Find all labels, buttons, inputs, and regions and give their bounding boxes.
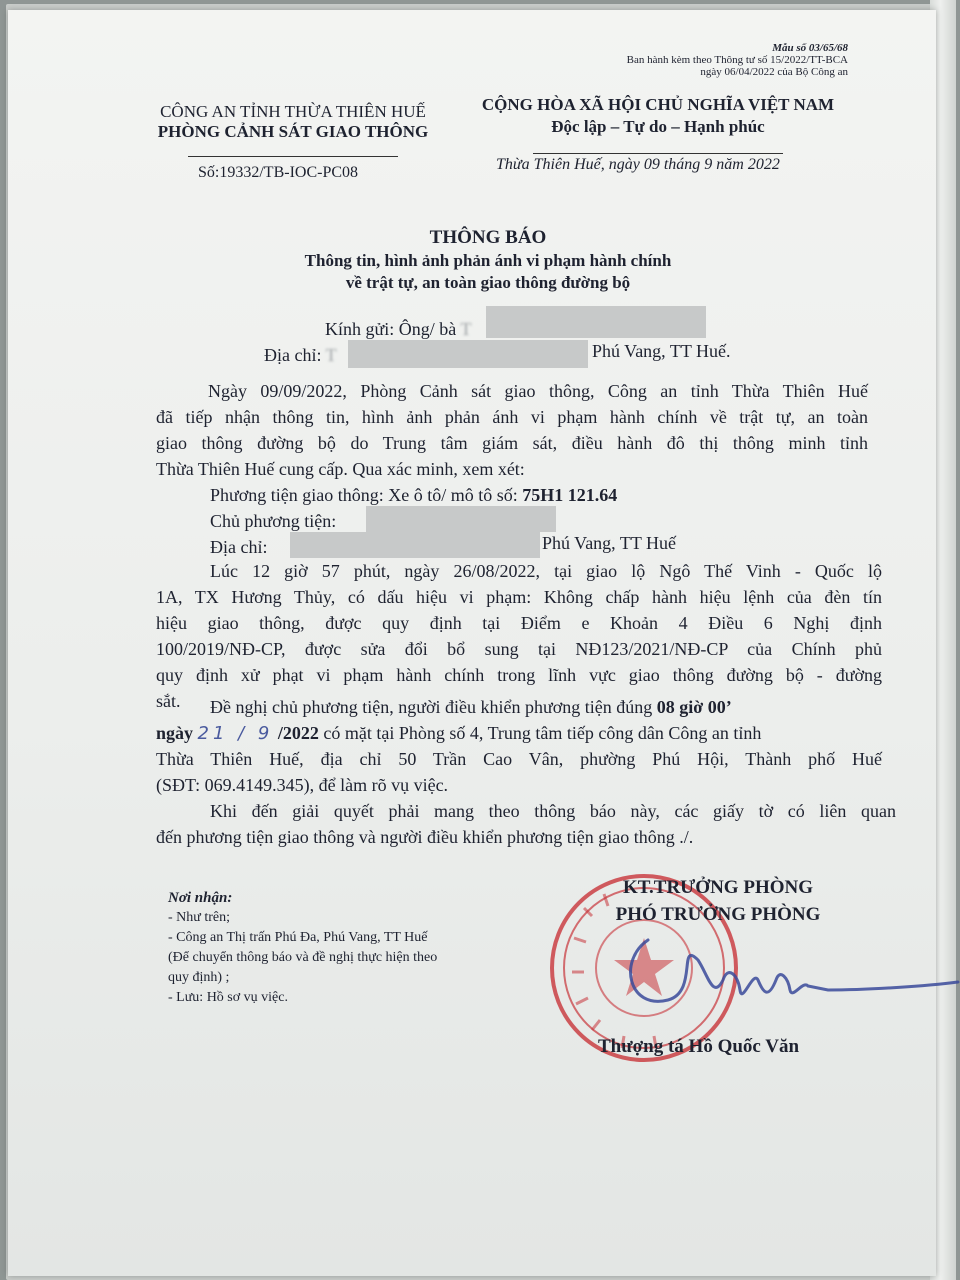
recipient-item: (Để chuyển thông báo và đề nghị thực hiện theo — [168, 950, 438, 965]
form-issued-line2: ngày 06/04/2022 của Bộ Công an — [700, 66, 848, 78]
para3-day-label: ngày — [156, 723, 194, 743]
signer-name: Thượng tá Hồ Quốc Văn — [598, 1036, 800, 1057]
recipient-item: - Công an Thị trấn Phú Đa, Phú Vang, TT Huế — [168, 930, 428, 945]
owner-address-label: Địa chỉ: — [210, 537, 268, 557]
title-main: THÔNG BÁO — [429, 227, 547, 248]
addressee-address-label: Địa chỉ: — [264, 345, 322, 365]
redacted-owner-address — [290, 532, 540, 558]
signature-title2: PHÓ TRƯỞNG PHÒNG — [615, 904, 821, 925]
para2-line3: hiệu giao thông, được quy định tại Điểm e Khoản 4 Điều 6 Nghị định — [156, 613, 882, 633]
para2-line5: quy định xử phạt vi phạm hành chính trong lĩnh vực giao thông đường bộ - đường — [156, 665, 882, 685]
vehicle-label: Phương tiện giao thông: Xe ô tô/ mô tô số: — [210, 485, 518, 505]
para3-line4: (SĐT: 069.4149.345), để làm rõ vụ việc. — [156, 775, 449, 795]
title-sub2: về trật tự, an toàn giao thông đường bộ — [345, 273, 631, 292]
para3-line2-tail: có mặt tại Phòng số 4, Trung tâm tiếp công dân Công an tỉnh — [323, 723, 762, 743]
para3-line2 — [156, 720, 761, 747]
issuing-agency — [128, 102, 458, 162]
document-title — [248, 226, 728, 294]
para4-line1: Khi đến giải quyết phải mang theo thông báo này, các giấy tờ có liên quan — [210, 801, 896, 821]
form-issued-line1: Ban hành kèm theo Thông tư số 15/2022/TT-BCA — [626, 54, 848, 66]
para1-line3: giao thông đường bộ do Trung tâm giám sát, điều hành đô thị thông minh tỉnh — [156, 433, 868, 453]
recipients-heading: Nơi nhận: — [168, 890, 233, 906]
agency-line1: CÔNG AN TỈNH THỪA THIÊN HUẾ — [160, 102, 426, 121]
addressee-to-label: Kính gửi: Ông/ bà — [325, 319, 457, 339]
form-header — [578, 42, 848, 78]
para2-line2: 1A, TX Hương Thủy, có dấu hiệu vi phạm: Không chấp hành hiệu lệnh của đèn tín — [156, 587, 882, 607]
addressee-address — [264, 342, 337, 368]
para4-line2: đến phương tiện giao thông và người điều khiển phương tiện giao thông ./. — [156, 827, 694, 847]
addressee-address-tail: Phú Vang, TT Huế. — [592, 341, 731, 361]
recipient-item: - Lưu: Hồ sơ vụ việc. — [168, 990, 288, 1005]
nation-line1: CỘNG HÒA XÃ HỘI CHỦ NGHĨA VIỆT NAM — [481, 95, 835, 114]
handwritten-signature — [608, 920, 960, 1040]
redacted-owner — [366, 506, 556, 532]
owner-address-tail: Phú Vang, TT Huế — [542, 533, 677, 553]
para2-line6: sắt. — [156, 691, 181, 711]
title-sub1: Thông tin, hình ảnh phản ánh vi phạm hành chính — [304, 251, 672, 270]
signature-title1: KT.TRƯỞNG PHÒNG — [623, 877, 813, 898]
para3-year: /2022 — [277, 723, 319, 743]
vehicle-line — [210, 482, 617, 508]
para2-line4: 100/2019/NĐ-CP, được sửa đổi bổ sung tại NĐ123/2021/NĐ-CP của Chính phủ — [156, 639, 882, 659]
para3-line1 — [210, 694, 732, 720]
vehicle-plate: 75H1 121.64 — [522, 485, 618, 505]
recipient-item: - Như trên; — [168, 910, 231, 925]
redacted-address — [348, 340, 588, 368]
agency-line2: PHÒNG CẢNH SÁT GIAO THÔNG — [157, 122, 429, 141]
nation-line2: Độc lập – Tự do – Hạnh phúc — [551, 117, 765, 136]
addressee-to — [325, 316, 471, 342]
place-date: Thừa Thiên Huế, ngày 09 tháng 9 năm 2022 — [496, 156, 780, 173]
para3-text: Đề nghị chủ phương tiện, người điều khiển phương tiện đúng — [210, 697, 653, 717]
owner-label: Chủ phương tiện: — [210, 511, 337, 531]
motto-underline — [533, 153, 783, 154]
national-motto — [458, 94, 858, 160]
signature-title — [588, 874, 848, 928]
agency-underline — [188, 156, 398, 157]
para3-line3: Thừa Thiên Huế, địa chỉ 50 Trần Cao Vân, phường Phú Hội, Thành phố Huế — [156, 749, 882, 769]
recipients-block — [168, 888, 437, 1008]
para1-line1: Ngày 09/09/2022, Phòng Cảnh sát giao thông, Công an tỉnh Thừa Thiên Huế — [208, 381, 868, 401]
para1-line4: Thừa Thiên Huế cung cấp. Qua xác minh, xem xét: — [156, 459, 525, 479]
form-number: Mẫu số 03/65/68 — [772, 42, 848, 54]
redacted-name — [486, 306, 706, 338]
addressee-address-hint: T — [325, 345, 337, 365]
para2-line1: Lúc 12 giờ 57 phút, ngày 26/08/2022, tại giao lộ Ngô Thế Vinh - Quốc lộ — [210, 561, 882, 581]
document-page — [8, 10, 936, 1276]
para3-time: 08 giờ 00’ — [656, 697, 732, 717]
handwritten-date: 21 / 9 — [197, 723, 274, 744]
recipient-item: quy định) ; — [168, 970, 230, 985]
para1-line2: đã tiếp nhận thông tin, hình ảnh phản ánh vi phạm hành chính về trật tự, an toàn — [156, 407, 868, 427]
addressee-name-hint: T — [460, 319, 472, 339]
document-number: Số:19332/TB-IOC-PC08 — [198, 164, 359, 181]
